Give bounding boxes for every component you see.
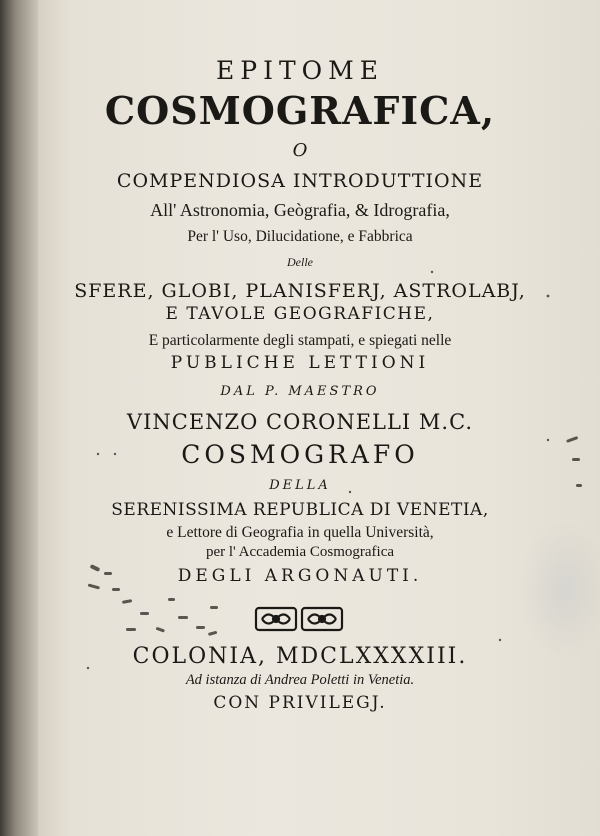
- title-line-o: O: [292, 140, 308, 161]
- imprint-privilege: CON PRIVILEGJ.: [213, 693, 387, 713]
- author-accademia: per l' Accademia Cosmografica: [205, 544, 395, 560]
- title-line-epitome: EPITOME: [216, 56, 384, 85]
- author-republica: SERENISSIMA REPUBLICA DI VENETIA,: [111, 500, 489, 520]
- subtitle-compendiosa: COMPENDIOSA INTRODUTTIONE: [116, 170, 484, 192]
- subtitle-lettioni: PUBLICHE LETTIONI: [170, 353, 430, 373]
- title-line-cosmografica: COSMOGRAFICA,: [104, 88, 496, 133]
- imprint-publisher: Ad istanza di Andrea Poletti in Venetia.: [185, 672, 415, 688]
- author-name: VINCENZO CORONELLI M.C.: [126, 410, 474, 434]
- author-role: COSMOGRAFO: [181, 440, 419, 469]
- author-lettore: e Lettore di Geografia in quella Università,: [166, 524, 434, 541]
- subtitle-delle: Delle: [287, 255, 313, 269]
- author-della: DELLA: [269, 478, 331, 493]
- author-prefix: DAL P. MAESTRO: [220, 384, 380, 399]
- imprint-place-date: COLONIA, MDCLXXXXIII.: [132, 644, 468, 669]
- subtitle-sfere: SFERE, GLOBI, PLANISFERJ, ASTROLABJ,: [74, 280, 526, 302]
- subtitle-uso: Per l' Uso, Dilucidatione, e Fabbrica: [187, 228, 413, 245]
- subtitle-particolarmente: E particolarmente degli stampati, e spiegati nelle: [148, 332, 452, 349]
- subtitle-astronomia: All' Astronomia, Geògrafia, & Idrografia,: [150, 200, 450, 220]
- printer-ornament-icon: [0, 604, 600, 634]
- author-argonauti: DEGLI ARGONAUTI.: [177, 566, 423, 586]
- subtitle-tavole: E TAVOLE GEOGRAFICHE,: [165, 304, 435, 324]
